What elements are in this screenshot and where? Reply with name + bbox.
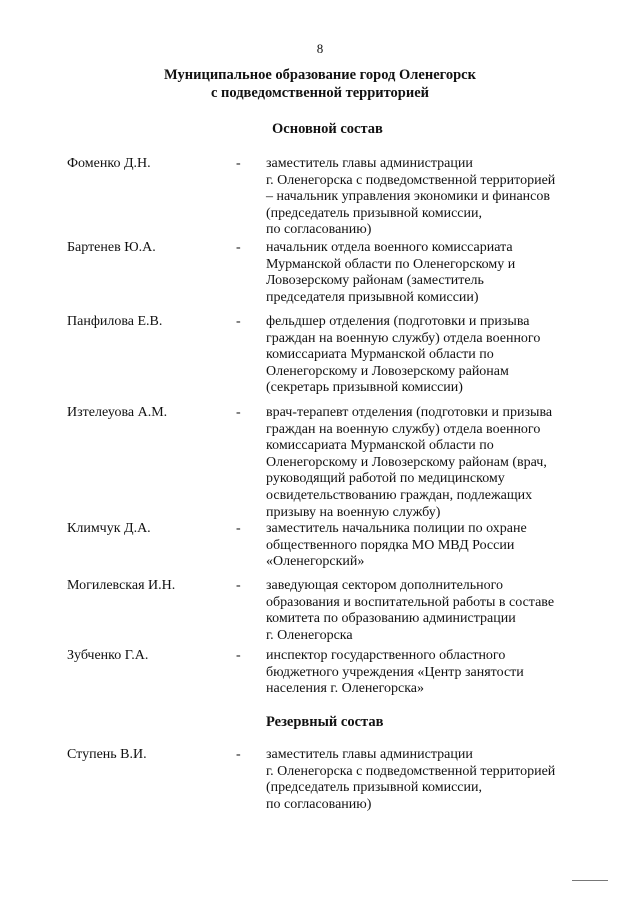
corner-mark (572, 880, 608, 881)
member-description (266, 314, 540, 397)
member-description-line: начальник отдела военного комиссариата (266, 240, 513, 255)
member-description (266, 747, 555, 813)
member-name: Климчук Д.А. (67, 521, 151, 536)
member-description (266, 405, 552, 521)
member-description-line: освидетельствованию граждан, подлежащих (266, 487, 533, 503)
member-name: Бартенев Ю.А. (67, 240, 156, 255)
member-description-line: г. Оленегорска с подведомственной территорией (266, 763, 556, 779)
member-description-line: Оленегорскому и Ловозерскому районам (266, 363, 509, 379)
member-description-line: общественного порядка МО МВД России (266, 537, 515, 553)
member-description (266, 240, 515, 306)
member-name: Зубченко Г.А. (67, 648, 149, 663)
main-section-title: Основной состав (272, 121, 383, 137)
member-description-line: председателя призывной комиссии) (266, 289, 479, 305)
member-name: Могилевская И.Н. (67, 578, 176, 593)
member-description-line: комиссариата Мурманской области по (266, 347, 494, 363)
member-description-line: образования и воспитательной работы в составе (266, 594, 555, 610)
member-description-line: г. Оленегорска с подведомственной территорией (266, 172, 556, 188)
member-description-line: Оленегорскому и Ловозерскому районам (врач, (266, 454, 547, 470)
member-description-line: Ловозерскому районам (заместитель (266, 273, 484, 289)
member-dash: - (236, 747, 241, 762)
member-description-line: врач-терапевт отделения (подготовки и призыва (266, 405, 553, 420)
member-description-line: руководящий работой по медицинскому (266, 471, 505, 487)
member-description-line: г. Оленегорска (266, 627, 353, 643)
member-description-line: (председатель призывной комиссии, (266, 780, 483, 796)
reserve-section-title: Резервный состав (266, 714, 384, 730)
member-description-line: граждан на военную службу) отдела военного (266, 421, 541, 437)
header-line-1: Муниципальное образование город Оленегорск (164, 67, 476, 83)
member-description (266, 156, 555, 239)
member-description-line: призыву на военную службу) (266, 504, 441, 520)
member-dash: - (236, 521, 241, 536)
page-number: 8 (316, 41, 324, 56)
member-description (266, 521, 527, 571)
member-description-line: по согласованию) (266, 796, 372, 812)
member-description-line: заместитель главы администрации (266, 747, 473, 762)
member-description-line: по согласованию) (266, 222, 372, 238)
member-name: Изтелеуова А.М. (67, 405, 168, 420)
member-description-line: граждан на военную службу) отдела военного (266, 330, 541, 346)
member-name: Ступень В.И. (67, 747, 147, 762)
member-dash: - (236, 578, 241, 593)
member-description-line: – начальник управления экономики и финансов (266, 189, 550, 205)
member-description-line: населения г. Оленегорска» (266, 681, 425, 697)
header-line-2: с подведомственной территорией (210, 85, 430, 101)
member-description-line: бюджетного учреждения «Центр занятости (266, 664, 524, 680)
member-description-line: комиссариата Мурманской области по (266, 438, 494, 454)
member-dash: - (236, 314, 241, 329)
member-name: Панфилова Е.В. (67, 314, 163, 329)
member-description-line: заведующая сектором дополнительного (266, 578, 504, 593)
member-description-line: инспектор государственного областного (266, 648, 506, 663)
member-description-line: комитета по образованию администрации (266, 611, 516, 627)
member-description-line: фельдшер отделения (подготовки и призыва (266, 314, 530, 329)
member-dash: - (236, 240, 241, 255)
member-description-line: заместитель начальника полиции по охране (266, 521, 527, 536)
member-description (266, 578, 554, 644)
member-description-line: «Оленегорский» (266, 554, 365, 570)
member-description (266, 648, 524, 698)
member-description-line: (секретарь призывной комиссии) (266, 380, 463, 396)
member-dash: - (236, 648, 241, 663)
member-description-line: (председатель призывной комиссии, (266, 205, 483, 221)
document-header (0, 66, 640, 102)
member-description-line: заместитель главы администрации (266, 156, 473, 171)
member-description-line: Мурманской области по Оленегорскому и (266, 256, 516, 272)
member-dash: - (236, 405, 241, 420)
member-dash: - (236, 156, 241, 171)
member-name: Фоменко Д.Н. (67, 156, 151, 171)
